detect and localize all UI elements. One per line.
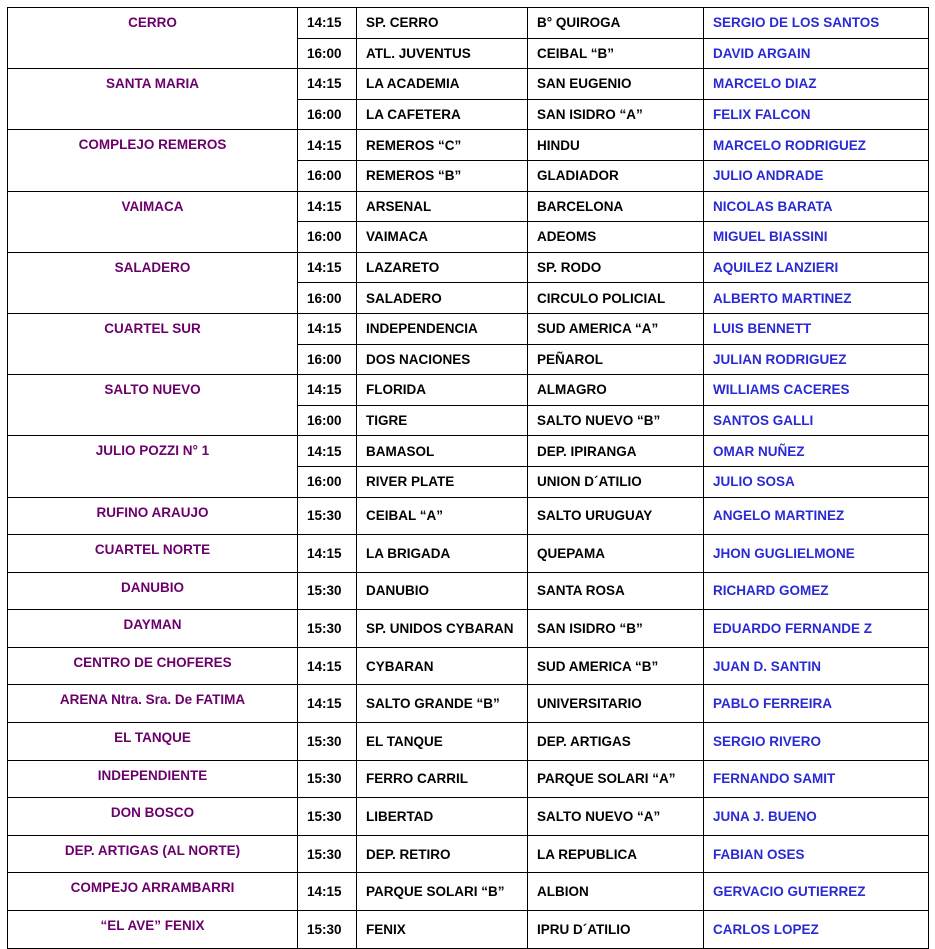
away-team-cell: SAN ISIDRO “A” (528, 99, 704, 130)
referee-cell: GERVACIO GUTIERREZ (704, 873, 929, 911)
table-row (8, 760, 929, 798)
away-team-cell: CIRCULO POLICIAL (528, 283, 704, 314)
table-row (8, 610, 929, 648)
venue-cell: CENTRO DE CHOFERES (8, 647, 298, 685)
time-cell: 16:00 (298, 405, 357, 436)
referee-cell: MARCELO RODRIGUEZ (704, 130, 929, 161)
away-team-cell: B° QUIROGA (528, 8, 704, 39)
away-team-cell: PEÑAROL (528, 344, 704, 375)
away-team-cell: SP. RODO (528, 252, 704, 283)
fixtures-table-body (8, 8, 929, 949)
away-team-cell: LA REPUBLICA (528, 835, 704, 873)
away-team-cell: HINDU (528, 130, 704, 161)
referee-cell: LUIS BENNETT (704, 313, 929, 344)
away-team-cell: ALMAGRO (528, 375, 704, 406)
referee-cell: JULIO ANDRADE (704, 160, 929, 191)
time-cell: 16:00 (298, 38, 357, 69)
time-cell: 15:30 (298, 497, 357, 535)
time-cell: 15:30 (298, 572, 357, 610)
home-team-cell: SALADERO (357, 283, 528, 314)
venue-cell: INDEPENDIENTE (8, 760, 298, 798)
table-row (8, 798, 929, 836)
time-cell: 14:15 (298, 313, 357, 344)
table-row (8, 130, 929, 161)
table-row (8, 723, 929, 761)
away-team-cell: UNION D´ATILIO (528, 466, 704, 497)
home-team-cell: EL TANQUE (357, 723, 528, 761)
away-team-cell: ALBION (528, 873, 704, 911)
away-team-cell: SANTA ROSA (528, 572, 704, 610)
time-cell: 15:30 (298, 798, 357, 836)
home-team-cell: VAIMACA (357, 222, 528, 253)
away-team-cell: GLADIADOR (528, 160, 704, 191)
referee-cell: SERGIO RIVERO (704, 723, 929, 761)
referee-cell: JULIO SOSA (704, 466, 929, 497)
time-cell: 16:00 (298, 99, 357, 130)
home-team-cell: CYBARAN (357, 647, 528, 685)
venue-cell: RUFINO ARAUJO (8, 497, 298, 535)
time-cell: 15:30 (298, 760, 357, 798)
venue-cell: DAYMAN (8, 610, 298, 648)
home-team-cell: SALTO GRANDE “B” (357, 685, 528, 723)
away-team-cell: SAN ISIDRO “B” (528, 610, 704, 648)
home-team-cell: LAZARETO (357, 252, 528, 283)
home-team-cell: SP. CERRO (357, 8, 528, 39)
away-team-cell: DEP. ARTIGAS (528, 723, 704, 761)
away-team-cell: ADEOMS (528, 222, 704, 253)
referee-cell: JUNA J. BUENO (704, 798, 929, 836)
venue-cell: COMPLEJO REMEROS (8, 130, 298, 191)
time-cell: 16:00 (298, 160, 357, 191)
time-cell: 16:00 (298, 466, 357, 497)
table-row (8, 535, 929, 573)
time-cell: 14:15 (298, 873, 357, 911)
referee-cell: NICOLAS BARATA (704, 191, 929, 222)
venue-cell: “EL AVE” FENIX (8, 911, 298, 949)
venue-cell: SALTO NUEVO (8, 375, 298, 436)
home-team-cell: RIVER PLATE (357, 466, 528, 497)
table-row (8, 647, 929, 685)
home-team-cell: DEP. RETIRO (357, 835, 528, 873)
table-row (8, 436, 929, 467)
referee-cell: ANGELO MARTINEZ (704, 497, 929, 535)
away-team-cell: SALTO NUEVO “A” (528, 798, 704, 836)
time-cell: 16:00 (298, 222, 357, 253)
time-cell: 14:15 (298, 252, 357, 283)
venue-cell: SANTA MARIA (8, 69, 298, 130)
table-row (8, 835, 929, 873)
time-cell: 14:15 (298, 191, 357, 222)
referee-cell: SERGIO DE LOS SANTOS (704, 8, 929, 39)
venue-cell: ARENA Ntra. Sra. De FATIMA (8, 685, 298, 723)
venue-cell: DEP. ARTIGAS (AL NORTE) (8, 835, 298, 873)
table-row (8, 69, 929, 100)
away-team-cell: SALTO URUGUAY (528, 497, 704, 535)
away-team-cell: PARQUE SOLARI “A” (528, 760, 704, 798)
away-team-cell: SUD AMERICA “B” (528, 647, 704, 685)
time-cell: 15:30 (298, 911, 357, 949)
venue-cell: CERRO (8, 8, 298, 69)
venue-cell: CUARTEL SUR (8, 313, 298, 374)
away-team-cell: UNIVERSITARIO (528, 685, 704, 723)
time-cell: 14:15 (298, 535, 357, 573)
venue-cell: COMPEJO ARRAMBARRI (8, 873, 298, 911)
home-team-cell: REMEROS “C” (357, 130, 528, 161)
home-team-cell: FERRO CARRIL (357, 760, 528, 798)
home-team-cell: FLORIDA (357, 375, 528, 406)
home-team-cell: LA CAFETERA (357, 99, 528, 130)
table-row (8, 252, 929, 283)
referee-cell: MARCELO DIAZ (704, 69, 929, 100)
referee-cell: DAVID ARGAIN (704, 38, 929, 69)
home-team-cell: LA BRIGADA (357, 535, 528, 573)
referee-cell: MIGUEL BIASSINI (704, 222, 929, 253)
home-team-cell: CEIBAL “A” (357, 497, 528, 535)
table-row (8, 685, 929, 723)
time-cell: 15:30 (298, 610, 357, 648)
fixtures-table (7, 7, 929, 949)
referee-cell: CARLOS LOPEZ (704, 911, 929, 949)
referee-cell: EDUARDO FERNANDE Z (704, 610, 929, 648)
table-row (8, 191, 929, 222)
venue-cell: SALADERO (8, 252, 298, 313)
referee-cell: FELIX FALCON (704, 99, 929, 130)
away-team-cell: BARCELONA (528, 191, 704, 222)
referee-cell: PABLO FERREIRA (704, 685, 929, 723)
venue-cell: JULIO POZZI N° 1 (8, 436, 298, 497)
referee-cell: AQUILEZ LANZIERI (704, 252, 929, 283)
table-row (8, 873, 929, 911)
home-team-cell: ARSENAL (357, 191, 528, 222)
time-cell: 15:30 (298, 835, 357, 873)
referee-cell: OMAR NUÑEZ (704, 436, 929, 467)
table-row (8, 497, 929, 535)
time-cell: 14:15 (298, 8, 357, 39)
time-cell: 16:00 (298, 344, 357, 375)
home-team-cell: LA ACADEMIA (357, 69, 528, 100)
venue-cell: VAIMACA (8, 191, 298, 252)
home-team-cell: PARQUE SOLARI “B” (357, 873, 528, 911)
venue-cell: DANUBIO (8, 572, 298, 610)
venue-cell: CUARTEL NORTE (8, 535, 298, 573)
time-cell: 15:30 (298, 723, 357, 761)
away-team-cell: QUEPAMA (528, 535, 704, 573)
referee-cell: JULIAN RODRIGUEZ (704, 344, 929, 375)
time-cell: 14:15 (298, 436, 357, 467)
venue-cell: EL TANQUE (8, 723, 298, 761)
referee-cell: WILLIAMS CACERES (704, 375, 929, 406)
venue-cell: DON BOSCO (8, 798, 298, 836)
home-team-cell: TIGRE (357, 405, 528, 436)
home-team-cell: LIBERTAD (357, 798, 528, 836)
referee-cell: RICHARD GOMEZ (704, 572, 929, 610)
time-cell: 14:15 (298, 647, 357, 685)
referee-cell: FERNANDO SAMIT (704, 760, 929, 798)
home-team-cell: REMEROS “B” (357, 160, 528, 191)
table-row (8, 572, 929, 610)
away-team-cell: DEP. IPIRANGA (528, 436, 704, 467)
time-cell: 16:00 (298, 283, 357, 314)
home-team-cell: SP. UNIDOS CYBARAN (357, 610, 528, 648)
referee-cell: JUAN D. SANTIN (704, 647, 929, 685)
home-team-cell: DANUBIO (357, 572, 528, 610)
table-row (8, 8, 929, 39)
away-team-cell: CEIBAL “B” (528, 38, 704, 69)
referee-cell: JHON GUGLIELMONE (704, 535, 929, 573)
referee-cell: SANTOS GALLI (704, 405, 929, 436)
time-cell: 14:15 (298, 69, 357, 100)
home-team-cell: DOS NACIONES (357, 344, 528, 375)
away-team-cell: SALTO NUEVO “B” (528, 405, 704, 436)
time-cell: 14:15 (298, 375, 357, 406)
home-team-cell: FENIX (357, 911, 528, 949)
away-team-cell: SUD AMERICA “A” (528, 313, 704, 344)
referee-cell: FABIAN OSES (704, 835, 929, 873)
table-row (8, 911, 929, 949)
table-row (8, 313, 929, 344)
time-cell: 14:15 (298, 130, 357, 161)
home-team-cell: INDEPENDENCIA (357, 313, 528, 344)
away-team-cell: SAN EUGENIO (528, 69, 704, 100)
home-team-cell: BAMASOL (357, 436, 528, 467)
home-team-cell: ATL. JUVENTUS (357, 38, 528, 69)
away-team-cell: IPRU D´ATILIO (528, 911, 704, 949)
referee-cell: ALBERTO MARTINEZ (704, 283, 929, 314)
time-cell: 14:15 (298, 685, 357, 723)
table-row (8, 375, 929, 406)
